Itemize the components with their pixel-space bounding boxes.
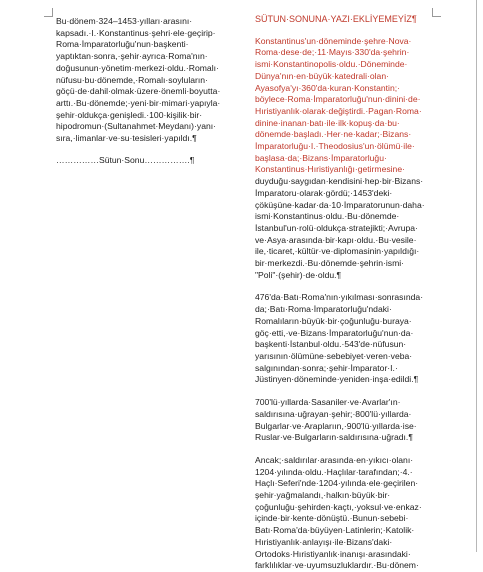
left-column bbox=[56, 16, 222, 166]
text-line: Dünya'nın·en·büyük·katedrali·olan· bbox=[255, 70, 389, 81]
text-line: Romalıların·büyük·bir·çoğunluğu·buraya· bbox=[255, 315, 412, 326]
text-line: Konstantinus·Hıristiyanlığı·getirmesine· bbox=[255, 164, 405, 175]
text-line: farklılıklar·ve·uyumsuzluklardır.·Bu·dönem· bbox=[255, 560, 419, 571]
text-line: saldırısına·uğrayan·şehir;·800'lü·yıllarda· bbox=[255, 408, 412, 419]
paragraph-1 bbox=[255, 36, 427, 282]
text-line: Ancak;·saldırılar·arasında·en·yıkıcı·olanı· bbox=[255, 454, 414, 465]
text-line: İstanbul'un·rolü·oldukça·stratejikti;·Avrupa· bbox=[255, 222, 418, 233]
paragraph-3 bbox=[255, 397, 427, 444]
text-line: başkenti·İstanbul·oldu.·543'de·nüfusun· bbox=[255, 339, 407, 350]
text-line: 700'lü·yıllarda·Sasaniler·ve·Avarlar'ın· bbox=[255, 397, 401, 408]
section-heading: SÜTUN·SONUNA·YAZI·EKLİYEMEYİZ¶ bbox=[255, 14, 417, 24]
text-line: Bu·dönem·324–1453·yılları·arasını· bbox=[56, 16, 193, 26]
text-line: nüfusu·bu·dönemde,·Romalı·soyluların· bbox=[56, 74, 208, 85]
text-line: dinine·inanan·batı·ile·ilk·kopuş·da·bu· bbox=[255, 117, 400, 128]
text-line: "Poli"·(şehir)·de·oldu.¶ bbox=[255, 269, 342, 280]
text-line: göçü·de·dahil·olmak·üzere·önemli·boyutta· bbox=[56, 86, 221, 97]
text-line: Ortodoks·Hıristiyanlık·inanışı·arasındaki· bbox=[255, 548, 411, 559]
text-line: çöküşüne·kadar·da·10·İmparatorunun·daha· bbox=[255, 199, 425, 210]
text-line: yarısının·ölümüne·sebebiyet·veren·veba· bbox=[255, 350, 413, 361]
text-line: doğusunun·yönetim·merkezi·oldu.·Romalı· bbox=[56, 62, 219, 73]
text-line: İmparatorluğu·I.·Theodosius'un·ölümü·ile· bbox=[255, 141, 415, 152]
text-line: ismi·Konstantinopolis·oldu.·Döneminde· bbox=[255, 59, 408, 70]
paragraph-4 bbox=[255, 455, 427, 572]
left-paragraph bbox=[56, 16, 222, 145]
margin-marker-top-left bbox=[44, 8, 53, 17]
right-column bbox=[255, 14, 427, 572]
text-line: böylece·Roma·İmparatorluğu'nun·dinini·de· bbox=[255, 94, 421, 105]
text-line: 1204·yılında·oldu.·Haçlılar·tarafından;·4.· bbox=[255, 466, 413, 477]
text-line: şehir·oldukça·genişledi.·100·kişilik·bir· bbox=[56, 109, 203, 120]
text-line: Haçlı·Seferi'nde·1204·yılında·ele·geçirilen· bbox=[255, 478, 419, 489]
text-line: Hıristiyanlık·anlayışı·ile·Bizans'daki· bbox=[255, 536, 393, 547]
margin-marker-top-right bbox=[432, 8, 441, 17]
text-line: başlasa·da;·Bizans·İmparatorluğu· bbox=[255, 152, 387, 163]
text-line: salgınından·sonra;·şehir·İmparator·I.· bbox=[255, 362, 398, 373]
text-line: kapsadı.·I.·Konstantinus·şehri·ele·geçirip· bbox=[56, 27, 216, 38]
text-line: Batı·Roma'da·büyüyen·Latinlerin;·Katolik· bbox=[255, 525, 415, 536]
text-line: Roma·dese·de;·11·Mayıs·330'da·şehrin· bbox=[255, 47, 410, 58]
text-line: sıra,·limanlar·ve·su·tesisleri·yapıldı.¶ bbox=[56, 133, 197, 144]
text-line: Ruslar·ve·Bulgarların·saldırısına·uğradı.¶ bbox=[255, 432, 413, 443]
text-line: hipodromun·(Sultanahmet·Meydanı)·yanı· bbox=[56, 121, 217, 132]
text-line: da;·Batı·Roma·İmparatorluğu'ndaki· bbox=[255, 304, 392, 315]
text-line: ve·Asya·arasında·bir·kapı·oldu.·Bu·vesile· bbox=[255, 234, 417, 245]
text-line: Konstantinus'un·döneminde·şehre·Nova· bbox=[255, 35, 412, 46]
paragraph-2 bbox=[255, 292, 427, 386]
page-edge bbox=[476, 0, 477, 552]
text-line: ile,·ticaret,·kültür·ve·diplomasinin·yapıldığı· bbox=[255, 246, 420, 257]
text-line: Hıristiyanlık·olarak·değiştirdi.·Pagan·Roma· bbox=[255, 105, 422, 116]
text-line: 476'da·Batı·Roma'nın·yıkılması·sonrasında· bbox=[255, 292, 424, 303]
text-line: duyduğu·saygıdan·kendisini·hep·bir·Bizans· bbox=[255, 176, 424, 187]
text-line: Roma·İmparatorluğu'nun·başkenti· bbox=[56, 39, 189, 50]
text-line: ismi·Konstantinus·oldu.·Bu·dönemde· bbox=[255, 211, 400, 222]
text-line: arttı.·Bu·dönemde;·yeni·bir·mimari·yapıyla· bbox=[56, 97, 221, 108]
text-line: Ayasofya'yı·360'da·kuran·Konstantin;· bbox=[255, 82, 400, 93]
column-break-marker: ……………Sütun·Sonu…………….¶ bbox=[56, 154, 195, 165]
text-line: dönemde·başladı.·Her·ne·kadar;·Bizans· bbox=[255, 129, 412, 140]
text-line: yaptıktan·sonra,·şehir·ayrıca·Roma'nın· bbox=[56, 51, 208, 62]
text-line: İmparatoru·olarak·gördü;·1453'deki· bbox=[255, 187, 393, 198]
text-line: Jüstinyen·döneminde·yeniden·inşa·edildi.¶ bbox=[255, 374, 419, 385]
text-line: göç·etti,·ve·Bizans·İmparatorluğu'nun·da· bbox=[255, 327, 414, 338]
text-line: şehir·yağmalandı,·halkın·büyük·bir· bbox=[255, 490, 391, 501]
text-line: Bulgarlar·ve·Araplarıın,·900'lü·yıllarda·ise· bbox=[255, 420, 417, 431]
text-line: çoğunluğu·şehirden·kaçtı,·yoksul·ve·enkaz· bbox=[255, 501, 422, 512]
text-line: içinde·bir·kente·dönüştü.·Bunun·sebebi· bbox=[255, 513, 409, 524]
text-line: bir·merkezdi.·Bu·dönemde·şehrin·ismi· bbox=[255, 258, 404, 269]
